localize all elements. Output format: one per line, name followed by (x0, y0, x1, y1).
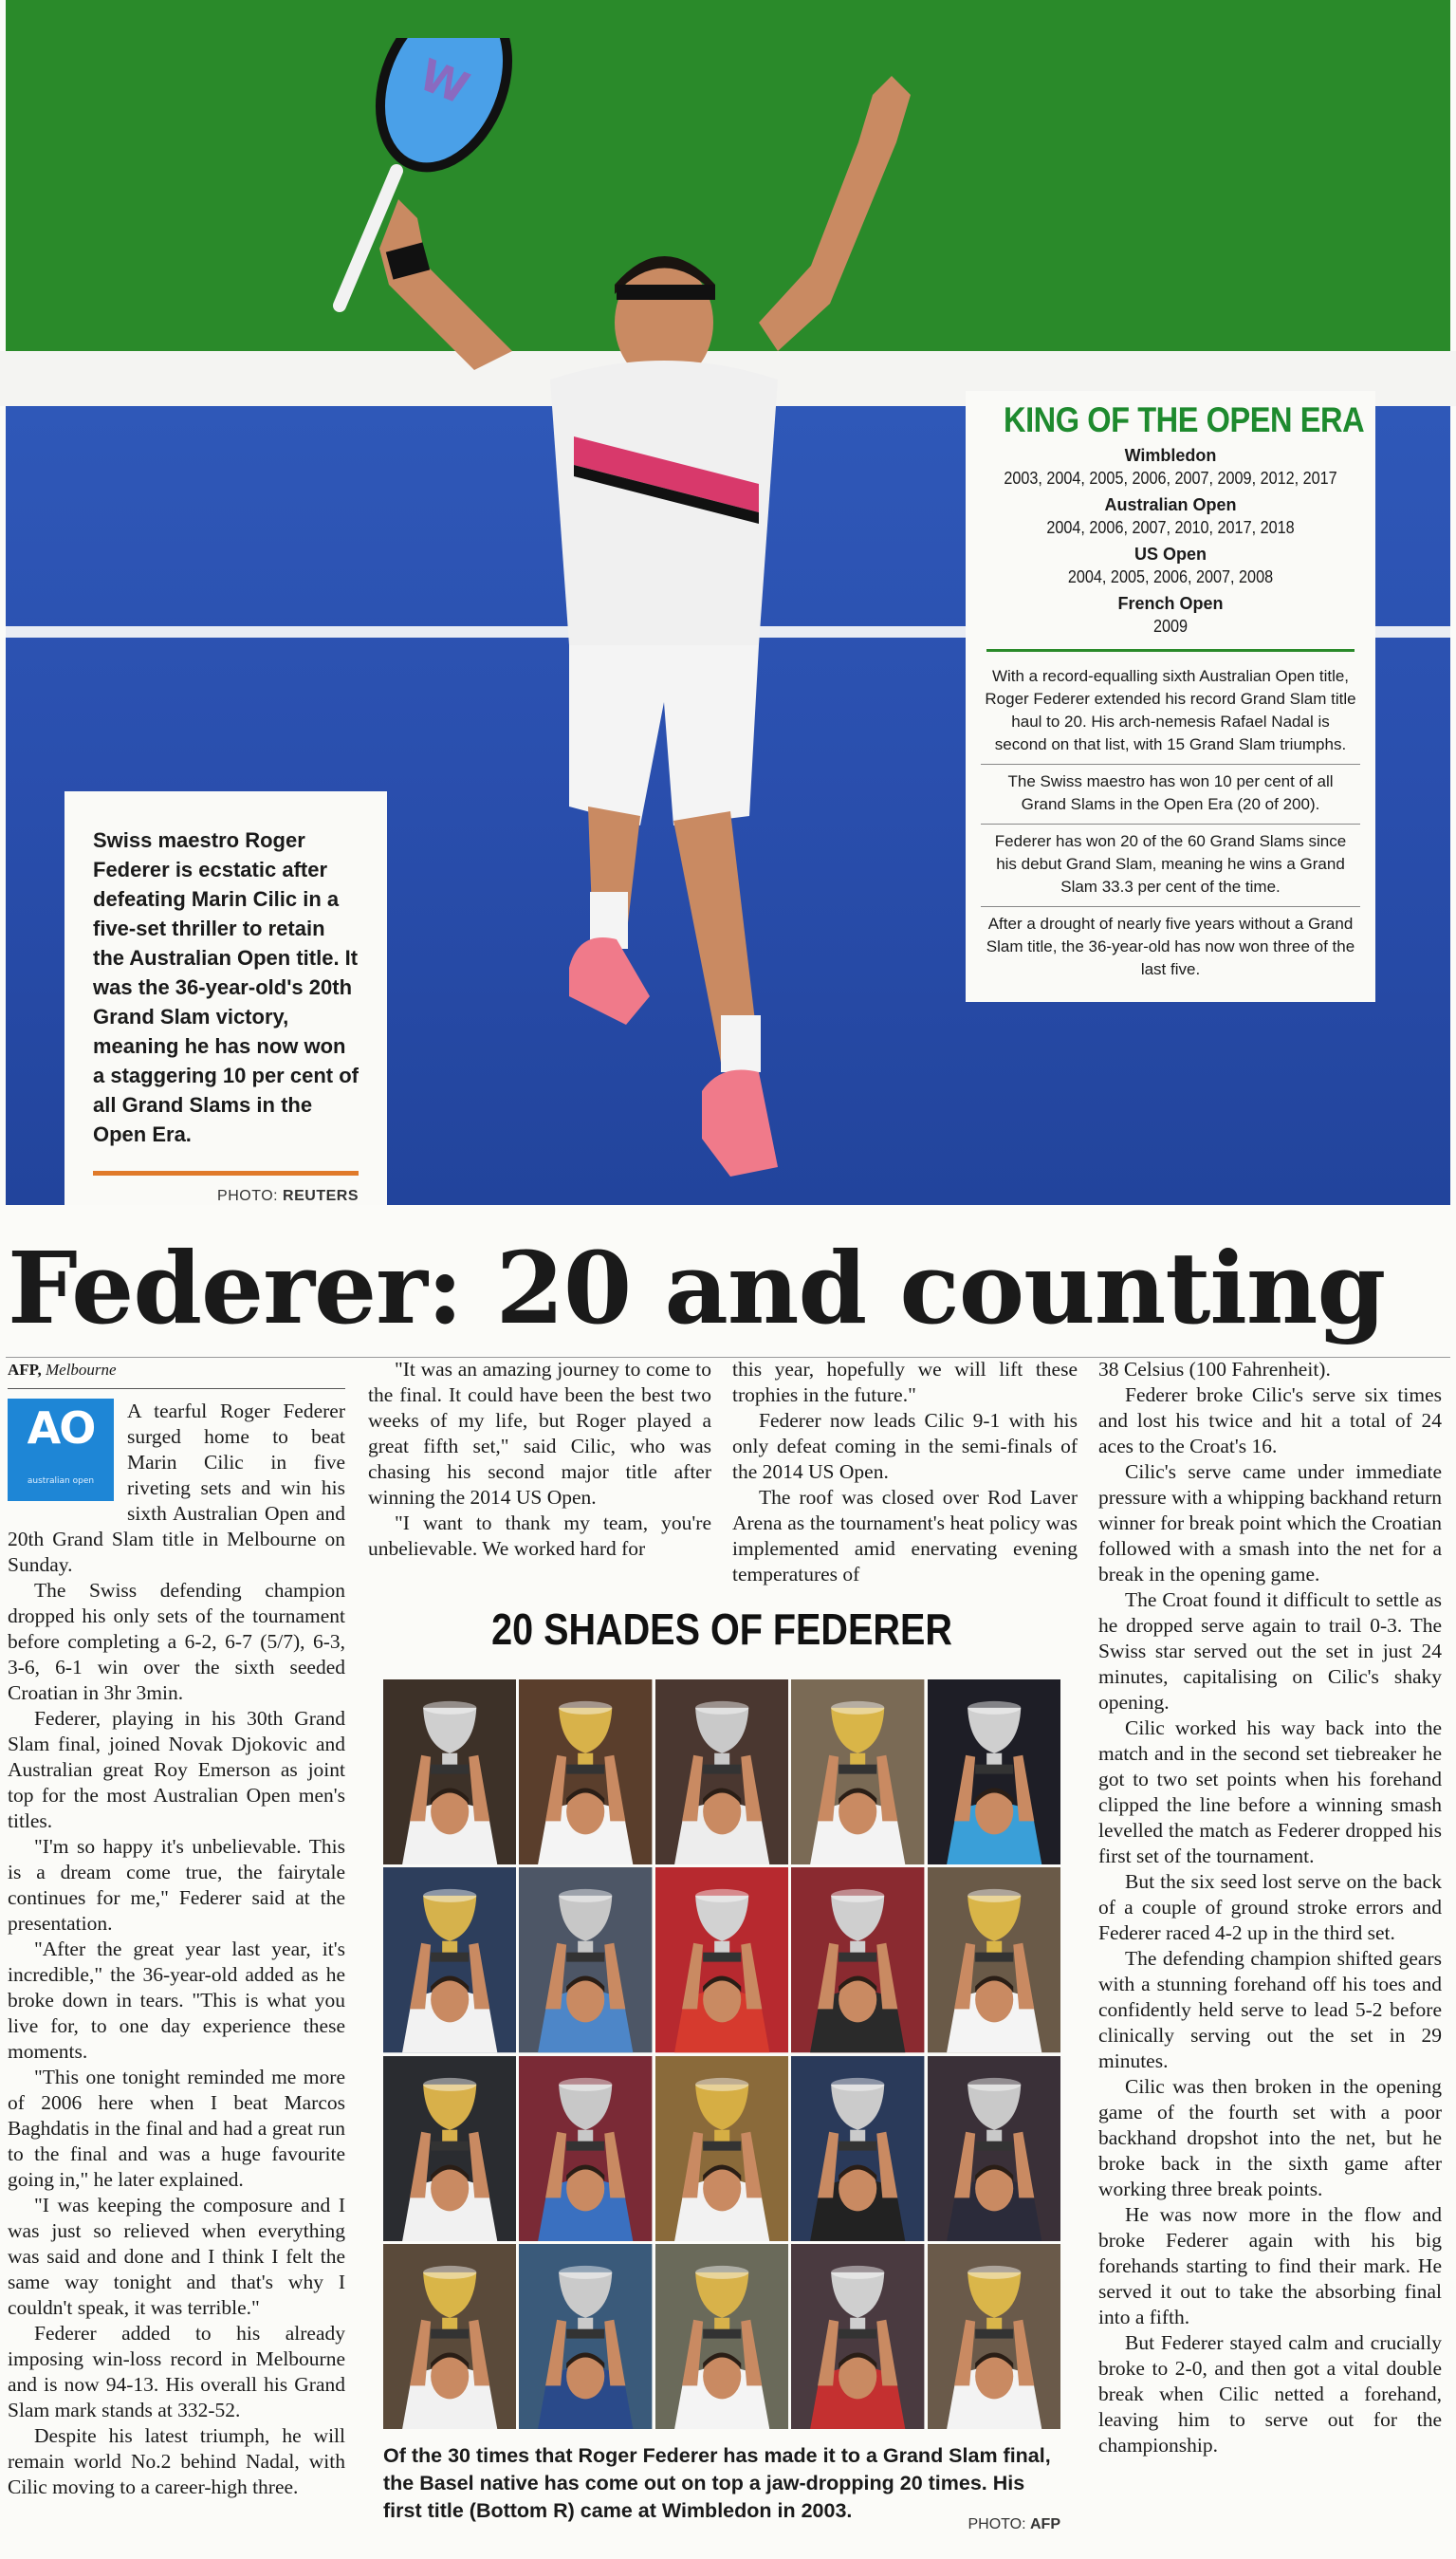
trophy-photo-tile (791, 2056, 924, 2241)
trophy-photo-tile (383, 1867, 516, 2052)
trophy-photo-icon (383, 2244, 516, 2429)
twenty-shades-panel (383, 1604, 1060, 2552)
paragraph: "It was an amazing journey to come to the final. It could have been the best two weeks of my life, but Roger played a great fifth set," said Cilic, who was chasing his second major title after winning the 2014 US Open. (368, 1358, 711, 1509)
trophy-photo-icon (383, 1867, 516, 2052)
paragraph: "I want to thank my team, you're unbelievable. We worked hard for (368, 1511, 711, 1560)
trophy-photo-tile (928, 2244, 1060, 2429)
fact-item: The Swiss maestro has won 10 per cent of all Grand Slams in the Open Era (20 of 200). (981, 765, 1360, 825)
trophy-photo-tile (791, 2244, 924, 2429)
trophy-photo-tile (383, 2244, 516, 2429)
paragraph: The roof was closed over Rod Laver Arena as the tournament's heat policy was implemented amid enervating evening temperatures of (732, 1486, 1078, 1585)
ao-logo-subtitle: australian open (27, 1476, 95, 1486)
trophy-photo-tile (383, 1679, 516, 1864)
paragraph: Federer, playing in his 30th Grand Slam final, joined Novak Djokovic and Australian great Roy Emerson as joint top for the most Australian Open men's titles. (8, 1707, 345, 1832)
trophy-photo-icon (519, 1679, 652, 1864)
trophy-photo-tile (791, 1679, 924, 1864)
trophy-photo-icon (928, 1679, 1060, 1864)
paragraph: Cilic was then broken in the opening game of the fourth set with a poor backhand dropshot into the net, but he broke back in the sixth game after working three break points. (1098, 2075, 1442, 2200)
photo-credit (217, 1188, 359, 1205)
headline: Federer: 20 and counting (8, 1230, 1386, 1346)
slam-list (981, 444, 1360, 638)
australian-open-logo (8, 1399, 114, 1501)
paragraph: He was now more in the flow and broke Federer again with his big forehands starting to find their mark. He served it out to take the absorbing final into a fifth. (1098, 2203, 1442, 2328)
trophy-photo-tile (928, 1867, 1060, 2052)
fact-list (981, 659, 1360, 989)
trophy-photo-tile (519, 1679, 652, 1864)
trophy-photo-icon (655, 1867, 788, 2052)
slam-years: 2004, 2005, 2006, 2007, 2008 (1067, 567, 1274, 586)
article-column-4 (1098, 1357, 1442, 2458)
photo-caption-box (65, 791, 387, 1205)
paragraph: The defending champion shifted gears with a stunning forehand off his toes and confidently held serve to lead 5-2 before clinically serving out the set in 29 minutes. (1098, 1947, 1442, 2072)
slam-years: 2009 (1152, 617, 1189, 636)
article-column-3 (732, 1357, 1078, 1587)
racket-icon (340, 38, 531, 306)
trophy-photo-icon (791, 1867, 924, 2052)
trophy-photo-icon (791, 2056, 924, 2241)
trophy-photo-tile (791, 1867, 924, 2052)
photo-caption: Swiss maestro Roger Federer is ecstatic after defeating Marin Cilic in a five-set thriller to retain the Australian Open title. It was the 36-year-old's 20th Grand Slam victory, meaning he has now won a staggering 10 per cent of all Grand Slams in the Open Era. (93, 828, 359, 1146)
paragraph: Cilic worked his way back into the match and in the second set tiebreaker he got to two set points when his forehand clipped the line before a winning smash levelled the match as Federer dropped his first set of the tournament. (1098, 1716, 1442, 1867)
article-column-1 (8, 1357, 345, 2500)
paragraph: The Croat found it difficult to settle as he dropped serve again to trail 0-3. The Swiss star served out the set in just 24 minutes, capitalising on Cilic's shaky opening. (1098, 1588, 1442, 1714)
trophy-photo-tile (928, 1679, 1060, 1864)
shades-caption: Of the 30 times that Roger Federer has made it to a Grand Slam final, the Basel native has come out on top a jaw-dropping 20 times. His first title (Bottom R) came at Wimbledon in 2003. (383, 2444, 1051, 2522)
trophy-photo-tile (519, 1867, 652, 2052)
paragraph: 38 Celsius (100 Fahrenheit). (1098, 1358, 1331, 1381)
hero-photo (0, 0, 1456, 1205)
shades-title: 20 SHADES OF FEDERER (491, 1604, 952, 1654)
player-illustration (313, 38, 977, 1196)
byline-place: Melbourne (46, 1361, 117, 1379)
paragraph: "This one tonight reminded me more of 2006 here when I beat Marcos Baghdatis in the final and had a great run to the final and was a huge favourite going in," he later explained. (8, 2066, 345, 2191)
paragraph: "I was keeping the composure and I was just so relieved when everything was said and done and I think I felt the same way tonight and that's why I couldn't speak, it was terrible." (8, 2194, 345, 2319)
trophy-photo-icon (791, 2244, 924, 2429)
photo-credit-label: PHOTO: (217, 1188, 279, 1204)
paragraph: Federer broke Cilic's serve six times and lost his twice and hit a total of 24 aces to the Croat's 16. (1098, 1383, 1442, 1457)
paragraph: A tearful Roger Federer surged home to beat Marin Cilic in five riveting sets and win his sixth Australian Open and 20th Grand Slam title in Melbourne on Sunday. (8, 1400, 345, 1576)
trophy-photo-tile (519, 2244, 652, 2429)
fact-item: Federer has won 20 of the 60 Grand Slams since his debut Grand Slam, meaning he wins a Grand Slam 33.3 per cent of the time. (981, 825, 1360, 907)
trophy-photo-icon (655, 1679, 788, 1864)
trophy-photo-grid (383, 1679, 1060, 2429)
shades-credit (968, 2516, 1061, 2533)
trophy-photo-tile (519, 2056, 652, 2241)
king-of-open-era-panel (966, 391, 1375, 1002)
trophy-photo-tile (383, 2056, 516, 2241)
shades-credit-label: PHOTO: (968, 2516, 1026, 2532)
trophy-photo-icon (928, 2056, 1060, 2241)
trophy-photo-icon (519, 2056, 652, 2241)
trophy-photo-icon (383, 2056, 516, 2241)
trophy-photo-tile (928, 2056, 1060, 2241)
trophy-photo-icon (655, 2056, 788, 2241)
ao-logo-mark: AO (27, 1402, 95, 1454)
paragraph: Federer now leads Cilic 9-1 with his only defeat coming in the semi-finals of the 2014 US Open. (732, 1409, 1078, 1483)
trophy-photo-icon (519, 1867, 652, 2052)
trophy-photo-icon (928, 1867, 1060, 2052)
paragraph: Federer added to his already imposing win-loss record in Melbourne and is now 94-13. His overall his Grand Slam mark stands at 332-52. (8, 2322, 345, 2421)
paragraph: The Swiss defending champion dropped his only sets of the tournament before completing a 6-2, 6-7 (5/7), 6-3, 3-6, 6-1 win over the sixth seeded Croatian in 3hr 3min. (8, 1579, 345, 1704)
trophy-photo-tile (655, 1867, 788, 2052)
slam-years: 2003, 2004, 2005, 2006, 2007, 2009, 2012, 2017 (1004, 469, 1337, 488)
photo-credit-source: REUTERS (283, 1188, 359, 1204)
paragraph: this year, hopefully we will lift these trophies in the future." (732, 1358, 1078, 1406)
trophy-photo-tile (655, 2244, 788, 2429)
trophy-photo-icon (383, 1679, 516, 1864)
slam-name: US Open (1133, 545, 1207, 564)
paragraph: Despite his latest triumph, he will remain world No.2 behind Nadal, with Cilic moving to a career-high three. (8, 2424, 345, 2498)
trophy-photo-icon (655, 2244, 788, 2429)
panel-divider (986, 649, 1355, 652)
trophy-photo-icon (928, 2244, 1060, 2429)
fact-item: With a record-equalling sixth Australian Open title, Roger Federer extended his record Grand Slam title haul to 20. His arch-nemesis Rafael Nadal is second on that list, with 15 Grand Slam triumphs. (981, 659, 1360, 765)
slam-name: French Open (1117, 594, 1224, 613)
paragraph: But the six seed lost serve on the back of a couple of ground stroke errors and Federer raced 4-2 up in the third set. (1098, 1870, 1442, 1944)
article-column-2 (368, 1357, 711, 1562)
slam-name: Australian Open (1104, 495, 1237, 514)
paragraph: But Federer stayed calm and crucially broke to 2-0, and then got a vital double break when Cilic netted a forehand, leaving him to serve out for the championship. (1098, 2331, 1442, 2457)
caption-rule (93, 1171, 359, 1176)
paragraph: "After the great year last year, it's incredible," the 36-year-old added as he broke down in tears. "This is what you live for, to one day experience these moments. (8, 1938, 345, 2063)
trophy-photo-tile (655, 1679, 788, 1864)
fact-item: After a drought of nearly five years without a Grand Slam title, the 36-year-old has now won three of the last five. (986, 915, 1355, 978)
byline (8, 1357, 345, 1389)
paragraph: Cilic's serve came under immediate pressure with a whipping backhand return winner for break point which the Croatian followed with a smash into the net for a break in the opening game. (1098, 1460, 1442, 1585)
trophy-photo-icon (791, 1679, 924, 1864)
trophy-photo-tile (655, 2056, 788, 2241)
paragraph: "I'm so happy it's unbelievable. This is a dream come true, the fairytale continues for me," Federer said at the presentation. (8, 1835, 345, 1935)
king-title: KING OF THE OPEN ERA (1004, 400, 1365, 439)
slam-name: Wimbledon (1124, 446, 1217, 465)
shades-credit-source: AFP (1030, 2516, 1060, 2532)
byline-agency: AFP, (8, 1361, 42, 1379)
trophy-photo-icon (519, 2244, 652, 2429)
svg-text:W: W (412, 48, 476, 115)
slam-years: 2004, 2006, 2007, 2010, 2017, 2018 (1046, 518, 1295, 537)
